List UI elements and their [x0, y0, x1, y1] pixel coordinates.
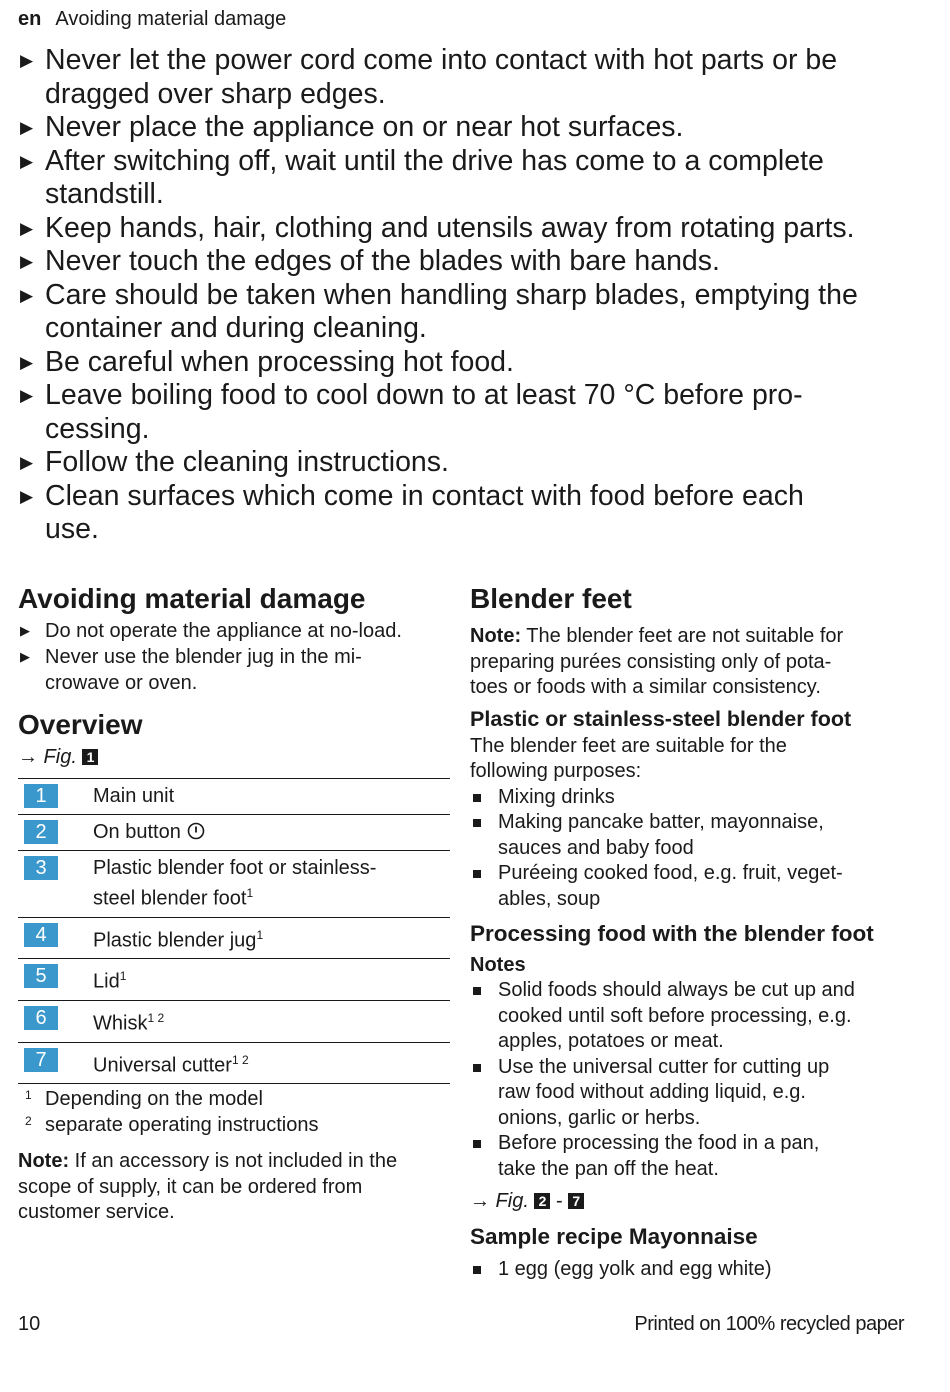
bullet-square-icon [473, 1064, 481, 1072]
footnote-ref: 1 [256, 927, 264, 942]
overview-table [18, 778, 450, 1084]
overview-label: Plastic blender jug$^1$ [93, 917, 450, 959]
power-icon [181, 821, 205, 843]
bullet-arrow-icon: ▶ [20, 386, 34, 405]
overview-note [18, 1149, 450, 1226]
overview-num-cell [18, 779, 93, 815]
bullet-arrow-icon: ▶ [20, 151, 34, 171]
list-item: ▶ Never touch the edges of the blades with bare hands. [20, 245, 720, 277]
printed-note: Printed on 100% recycled paper [634, 1313, 904, 1335]
bullet-arrow-icon: ▶ [20, 486, 34, 506]
overview-num-cell [18, 959, 93, 1001]
overview-label: Plastic blender foot or stainless- steel blender foot$^1$ [93, 851, 450, 918]
overview-row [18, 917, 450, 959]
item-number-box: 4 [24, 923, 58, 947]
fig-ref-prefix: → Fig. [18, 746, 77, 768]
right-column [470, 580, 910, 1283]
list-item: Use the universal cutter for cutting up raw food without adding liquid, e.g. onions, garlic or herbs. [470, 1055, 910, 1132]
bullet-arrow-icon: ▶ [20, 252, 34, 271]
bullet-square-icon [473, 987, 481, 995]
recipe-heading: Sample recipe Mayonnaise [470, 1224, 758, 1249]
blender-foot-subheading: Plastic or stainless-steel blender foot [470, 706, 852, 731]
left-column [18, 580, 450, 1226]
bullet-square-icon [473, 819, 481, 827]
footnotes [18, 1087, 450, 1138]
list-item: ▶ Follow the cleaning instructions. [20, 446, 449, 478]
overview-label: Lid$^1$ [93, 959, 450, 1001]
avoiding-list [18, 618, 450, 696]
note-label: Note: [18, 1150, 70, 1173]
footnote-ref: 1 [119, 969, 127, 984]
list-item: Making pancake batter, mayonnaise, sauces and baby food [470, 810, 910, 861]
avoiding-heading: Avoiding material damage [18, 583, 366, 614]
overview-label: Whisk$^{1 2}$ [93, 1000, 450, 1042]
item-number-box: 7 [24, 1048, 58, 1072]
overview-heading: Overview [18, 709, 143, 740]
bullet-arrow-icon: ▶ [20, 453, 34, 472]
bullet-square-icon [473, 1266, 481, 1274]
footnote-ref: 1 2 [147, 1010, 165, 1025]
overview-fig-ref [18, 744, 450, 770]
footnote: 2 separate operating instructions [18, 1113, 450, 1139]
bullet-arrow-icon: ▶ [20, 623, 30, 638]
fig-number-box: 7 [568, 1193, 584, 1209]
note-label: Note: [470, 625, 522, 647]
bullet-arrow-icon: ▶ [20, 51, 34, 70]
blender-heading: Blender feet [470, 583, 632, 614]
blender-intro: The blender feet are suitable for the following purposes: [470, 734, 787, 782]
page-header [18, 8, 286, 31]
bullet-arrow-icon: ▶ [20, 285, 34, 305]
list-item: ▶ Never let the power cord come into contact with hot parts or be dragged over sharp edges. [20, 44, 838, 110]
item-number-box: 6 [24, 1006, 58, 1030]
list-item: Solid foods should always be cut up and cooked until soft before processing, e.g. apples, potatoes or meat. [470, 978, 910, 1055]
overview-label: Main unit [93, 779, 450, 815]
fig-ref-prefix: → Fig. [470, 1190, 529, 1212]
bullet-square-icon [473, 870, 481, 878]
item-number-box: 3 [24, 856, 58, 880]
bullet-arrow-icon: ▶ [20, 352, 34, 372]
list-item: ▶ Never place the appliance on or near hot surfaces. [20, 111, 684, 143]
list-item: ▶ Leave boiling food to cool down to at least 70 °C before pro- cessing. [20, 379, 803, 445]
note-text: If an accessory is not included in the scope of supply, it can be ordered from customer service. [18, 1150, 398, 1224]
fig-number-box: 1 [82, 749, 98, 765]
footnote-mark: 1 [25, 1088, 32, 1103]
footnote-ref: 1 2 [231, 1052, 249, 1067]
overview-label: Universal cutter$^{1 2}$ [93, 1042, 450, 1084]
overview-row [18, 851, 450, 918]
overview-label: On button [93, 815, 450, 851]
overview-num-cell [18, 1042, 93, 1084]
list-item: Mixing drinks [470, 785, 910, 811]
bullet-arrow-icon: ▶ [20, 218, 34, 238]
overview-row [18, 1000, 450, 1042]
note-text: The blender feet are not suitable for preparing purées consisting only of pota- toes or foods with a similar consistency. [470, 625, 844, 698]
item-number-box: 2 [24, 820, 58, 844]
notes-list [470, 978, 910, 1182]
overview-row [18, 959, 450, 1001]
bullet-square-icon [473, 794, 481, 802]
footnote-ref: 1 [246, 886, 254, 900]
item-number-box: 5 [24, 964, 58, 988]
footnote: 1 Depending on the model [18, 1087, 450, 1113]
list-item: ▶ After switching off, wait until the drive has come to a complete standstill. [20, 144, 824, 210]
purposes-list [470, 785, 910, 913]
list-item: ▶ Never use the blender jug in the mi- crowave or oven. [20, 646, 362, 694]
blender-note [470, 624, 910, 701]
header-title: Avoiding material damage [55, 8, 287, 30]
page-number: 10 [18, 1313, 41, 1335]
overview-num-cell [18, 917, 93, 959]
notes-label: Notes [470, 954, 526, 976]
list-item: ▶ Be careful when processing hot food. [20, 345, 514, 378]
fig-number-box: 2 [534, 1193, 550, 1209]
safety-list [18, 44, 918, 547]
overview-row [18, 1042, 450, 1084]
overview-row [18, 815, 450, 851]
footnote-mark: 2 [25, 1113, 32, 1128]
recipe-list [470, 1257, 910, 1283]
list-item: ▶ Do not operate the appliance at no-load. [20, 620, 402, 642]
blender-fig-ref [470, 1188, 910, 1214]
overview-num-cell [18, 1000, 93, 1042]
list-item: Puréeing cooked food, e.g. fruit, veget- ables, soup [470, 861, 910, 912]
list-item: ▶ Care should be taken when handling sharp blades, emptying the container and during cleaning. [20, 278, 858, 344]
language-code: en [18, 8, 42, 30]
fig-range-separator: - [556, 1190, 563, 1212]
list-item: ▶ Keep hands, hair, clothing and utensils away from rotating parts. [20, 211, 855, 244]
item-number-box: 1 [24, 784, 58, 808]
overview-row [18, 779, 450, 815]
bullet-arrow-icon: ▶ [20, 118, 34, 137]
list-item: 1 egg (egg yolk and egg white) [470, 1257, 910, 1283]
list-item: Before processing the food in a pan, take the pan off the heat. [470, 1131, 910, 1182]
bullet-square-icon [473, 1140, 481, 1148]
overview-num-cell [18, 851, 93, 918]
overview-num-cell [18, 815, 93, 851]
list-item: ▶ Clean surfaces which come in contact with food before each use. [20, 479, 804, 545]
bullet-arrow-icon: ▶ [20, 649, 30, 664]
processing-heading: Processing food with the blender foot [470, 921, 874, 946]
